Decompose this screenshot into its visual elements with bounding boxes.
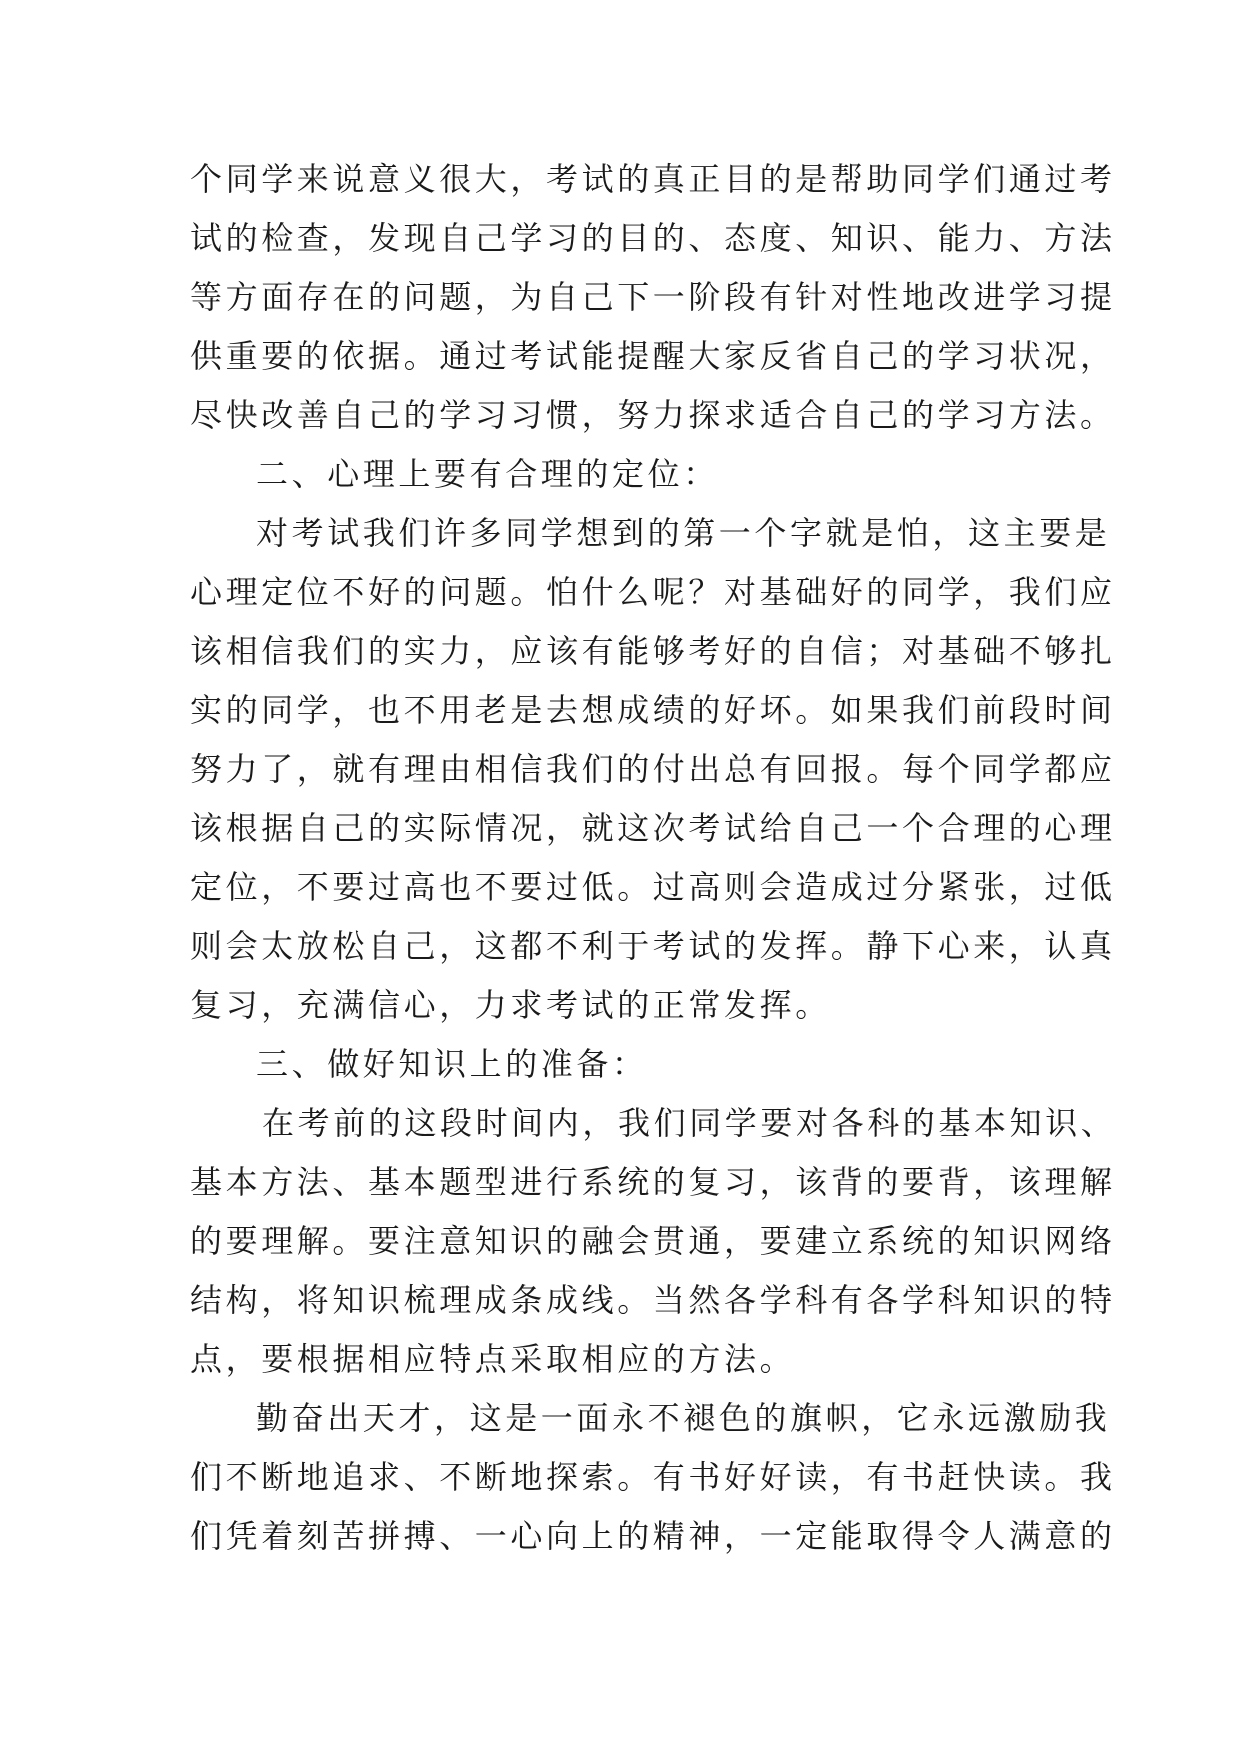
text-line: 实的同学，也不用老是去想成绩的好坏。如果我们前段时间 — [190, 691, 1116, 729]
text-line: 努力了，就有理由相信我们的付出总有回报。每个同学都应 — [190, 750, 1116, 788]
text-line: 则会太放松自己，这都不利于考试的发挥。静下心来，认真 — [190, 927, 1116, 965]
text-line: 的要理解。要注意知识的融会贯通，要建立系统的知识网络 — [190, 1222, 1116, 1260]
text-line: 该相信我们的实力，应该有能够考好的自信；对基础不够扎 — [190, 632, 1116, 670]
text-line: 该根据自己的实际情况，就这次考试给自己一个合理的心理 — [190, 809, 1116, 847]
text-line: 勤奋出天才，这是一面永不褪色的旗帜，它永远激励我 — [256, 1399, 1111, 1437]
section-heading: 三、做好知识上的准备： — [256, 1045, 648, 1083]
text-line: 等方面存在的问题，为自己下一阶段有针对性地改进学习提 — [190, 278, 1116, 316]
section-heading: 二、心理上要有合理的定位： — [256, 455, 719, 493]
text-line: 点，要根据相应特点采取相应的方法。 — [190, 1340, 796, 1378]
text-line: 复习，充满信心，力求考试的正常发挥。 — [190, 986, 831, 1024]
text-line: 基本方法、基本题型进行系统的复习，该背的要背，该理解 — [190, 1163, 1116, 1201]
text-line: 试的检查，发现自己学习的目的、态度、知识、能力、方法 — [190, 219, 1116, 257]
body-text — [190, 150, 1117, 1566]
text-line: 心理定位不好的问题。怕什么呢？对基础好的同学，我们应 — [190, 573, 1116, 611]
text-line: 定位，不要过高也不要过低。过高则会造成过分紧张，过低 — [190, 868, 1116, 906]
text-line: 尽快改善自己的学习习惯，努力探求适合自己的学习方法。 — [190, 396, 1116, 434]
text-line: 在考前的这段时间内，我们同学要对各科的基本知识、 — [262, 1104, 1117, 1142]
text-line: 个同学来说意义很大，考试的真正目的是帮助同学们通过考 — [190, 160, 1116, 198]
text-line: 们凭着刻苦拼搏、一心向上的精神，一定能取得令人满意的 — [190, 1517, 1116, 1555]
text-line: 对考试我们许多同学想到的第一个字就是怕，这主要是 — [256, 514, 1111, 552]
text-line: 供重要的依据。通过考试能提醒大家反省自己的学习状况， — [190, 337, 1116, 375]
text-line: 结构，将知识梳理成条成线。当然各学科有各学科知识的特 — [190, 1281, 1116, 1319]
text-line: 们不断地追求、不断地探索。有书好好读，有书赶快读。我 — [190, 1458, 1116, 1496]
